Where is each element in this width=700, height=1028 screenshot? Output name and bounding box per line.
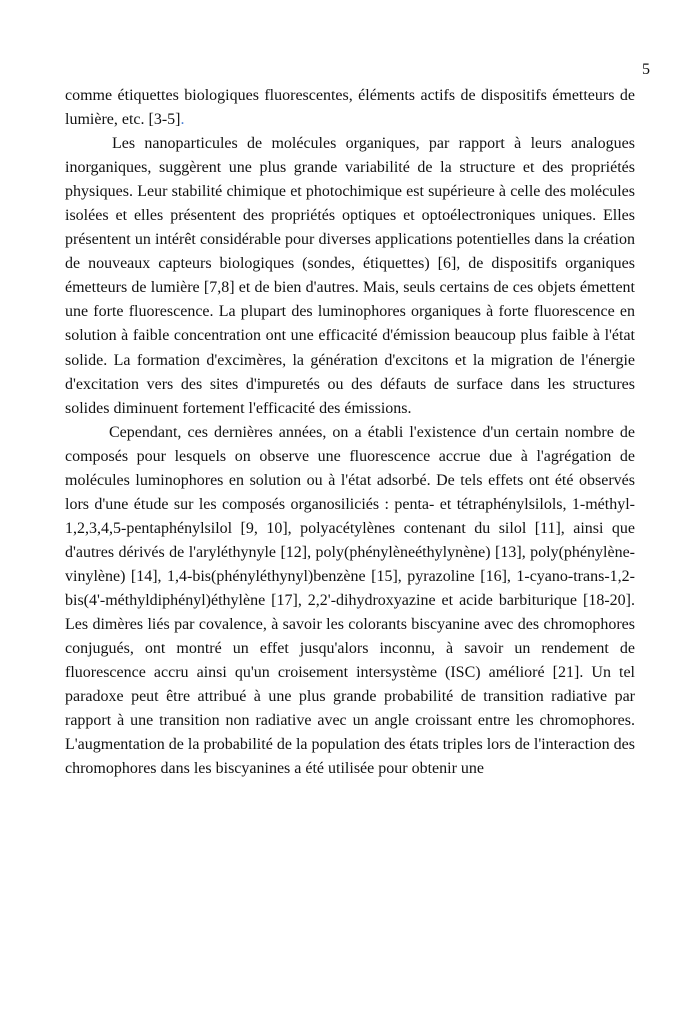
paragraph-3: Cependant, ces dernières années, on a établi l'existence d'un certain nombre de composés pour lesquels on observe une fluorescence accrue due à l'agrégation de molécules luminophores en solution ou à l'état adsorbé. De tels effets ont été observés lors d'une étude sur les composés organosiliciés : penta- et tétraphénylsilols, 1-méthyl-1,2,3,4,5-pentaphénylsilol [9, 10], polyacétylènes contenant du silol [11], ainsi que d'autres dérivés de l'aryléthynyle [12], poly(phénylèneéthylynène) [13], poly(phénylène-vinylène) [14], 1,4-bis(phényléthynyl)benzène [15], pyrazoline [16], 1-cyano-trans-1,2-bis(4'-méthyldiphényl)éthylène [17], 2,2'-dihydroxyazine et acide barbiturique [18-20]. Les dimères liés par covalence, à savoir les colorants biscyanine avec des chromophores conjugués, ont montré un effet jusqu'alors inconnu, à savoir un rendement de fluorescence accru ainsi qu'un croisement intersystème (ISC) amélioré [21]. Un tel paradoxe peut être attribué à une plus grande probabilité de transition radiative par rapport à une transition non radiative avec un angle croissant entre les chromophores. L'augmentation de la probabilité de la population des états triples lors de l'interaction des chromophores dans les biscyanines a été utilisée pour obtenir une — [65, 423, 635, 778]
body-text — [65, 84, 635, 781]
page-number: 5 — [642, 61, 650, 78]
paragraph-1 — [65, 84, 635, 132]
paragraph-2: Les nanoparticules de molécules organiques, par rapport à leurs analogues inorganiques, suggèrent une plus grande variabilité de la structure et des propriétés physiques. Leur stabilité chimique et photochimique est supérieure à celle des molécules isolées et elles présentent des propriétés optiques et optoélectroniques uniques. Elles présentent un intérêt considérable pour diverses applications potentielles dans la création de nouveaux capteurs biologiques (sondes, étiquettes) [6], de dispositifs organiques émetteurs de lumière [7,8] et de bien d'autres. Mais, seuls certains de ces objets émettent une forte fluorescence. La plupart des luminophores organiques à forte fluorescence en solution à faible concentration ont une efficacité d'émission beaucoup plus faible à l'état solide. La formation d'excimères, la génération d'excitons et la migration de l'énergie d'excitation vers des sites d'impuretés ou des défauts de surface dans les structures solides diminuent fortement l'efficacité des émissions. — [65, 135, 635, 417]
paragraph-1-trailing: . — [180, 111, 185, 129]
paragraph-1-text: comme étiquettes biologiques fluorescentes, éléments actifs de dispositifs émetteurs de lumière, etc. [3-5] — [65, 87, 635, 129]
